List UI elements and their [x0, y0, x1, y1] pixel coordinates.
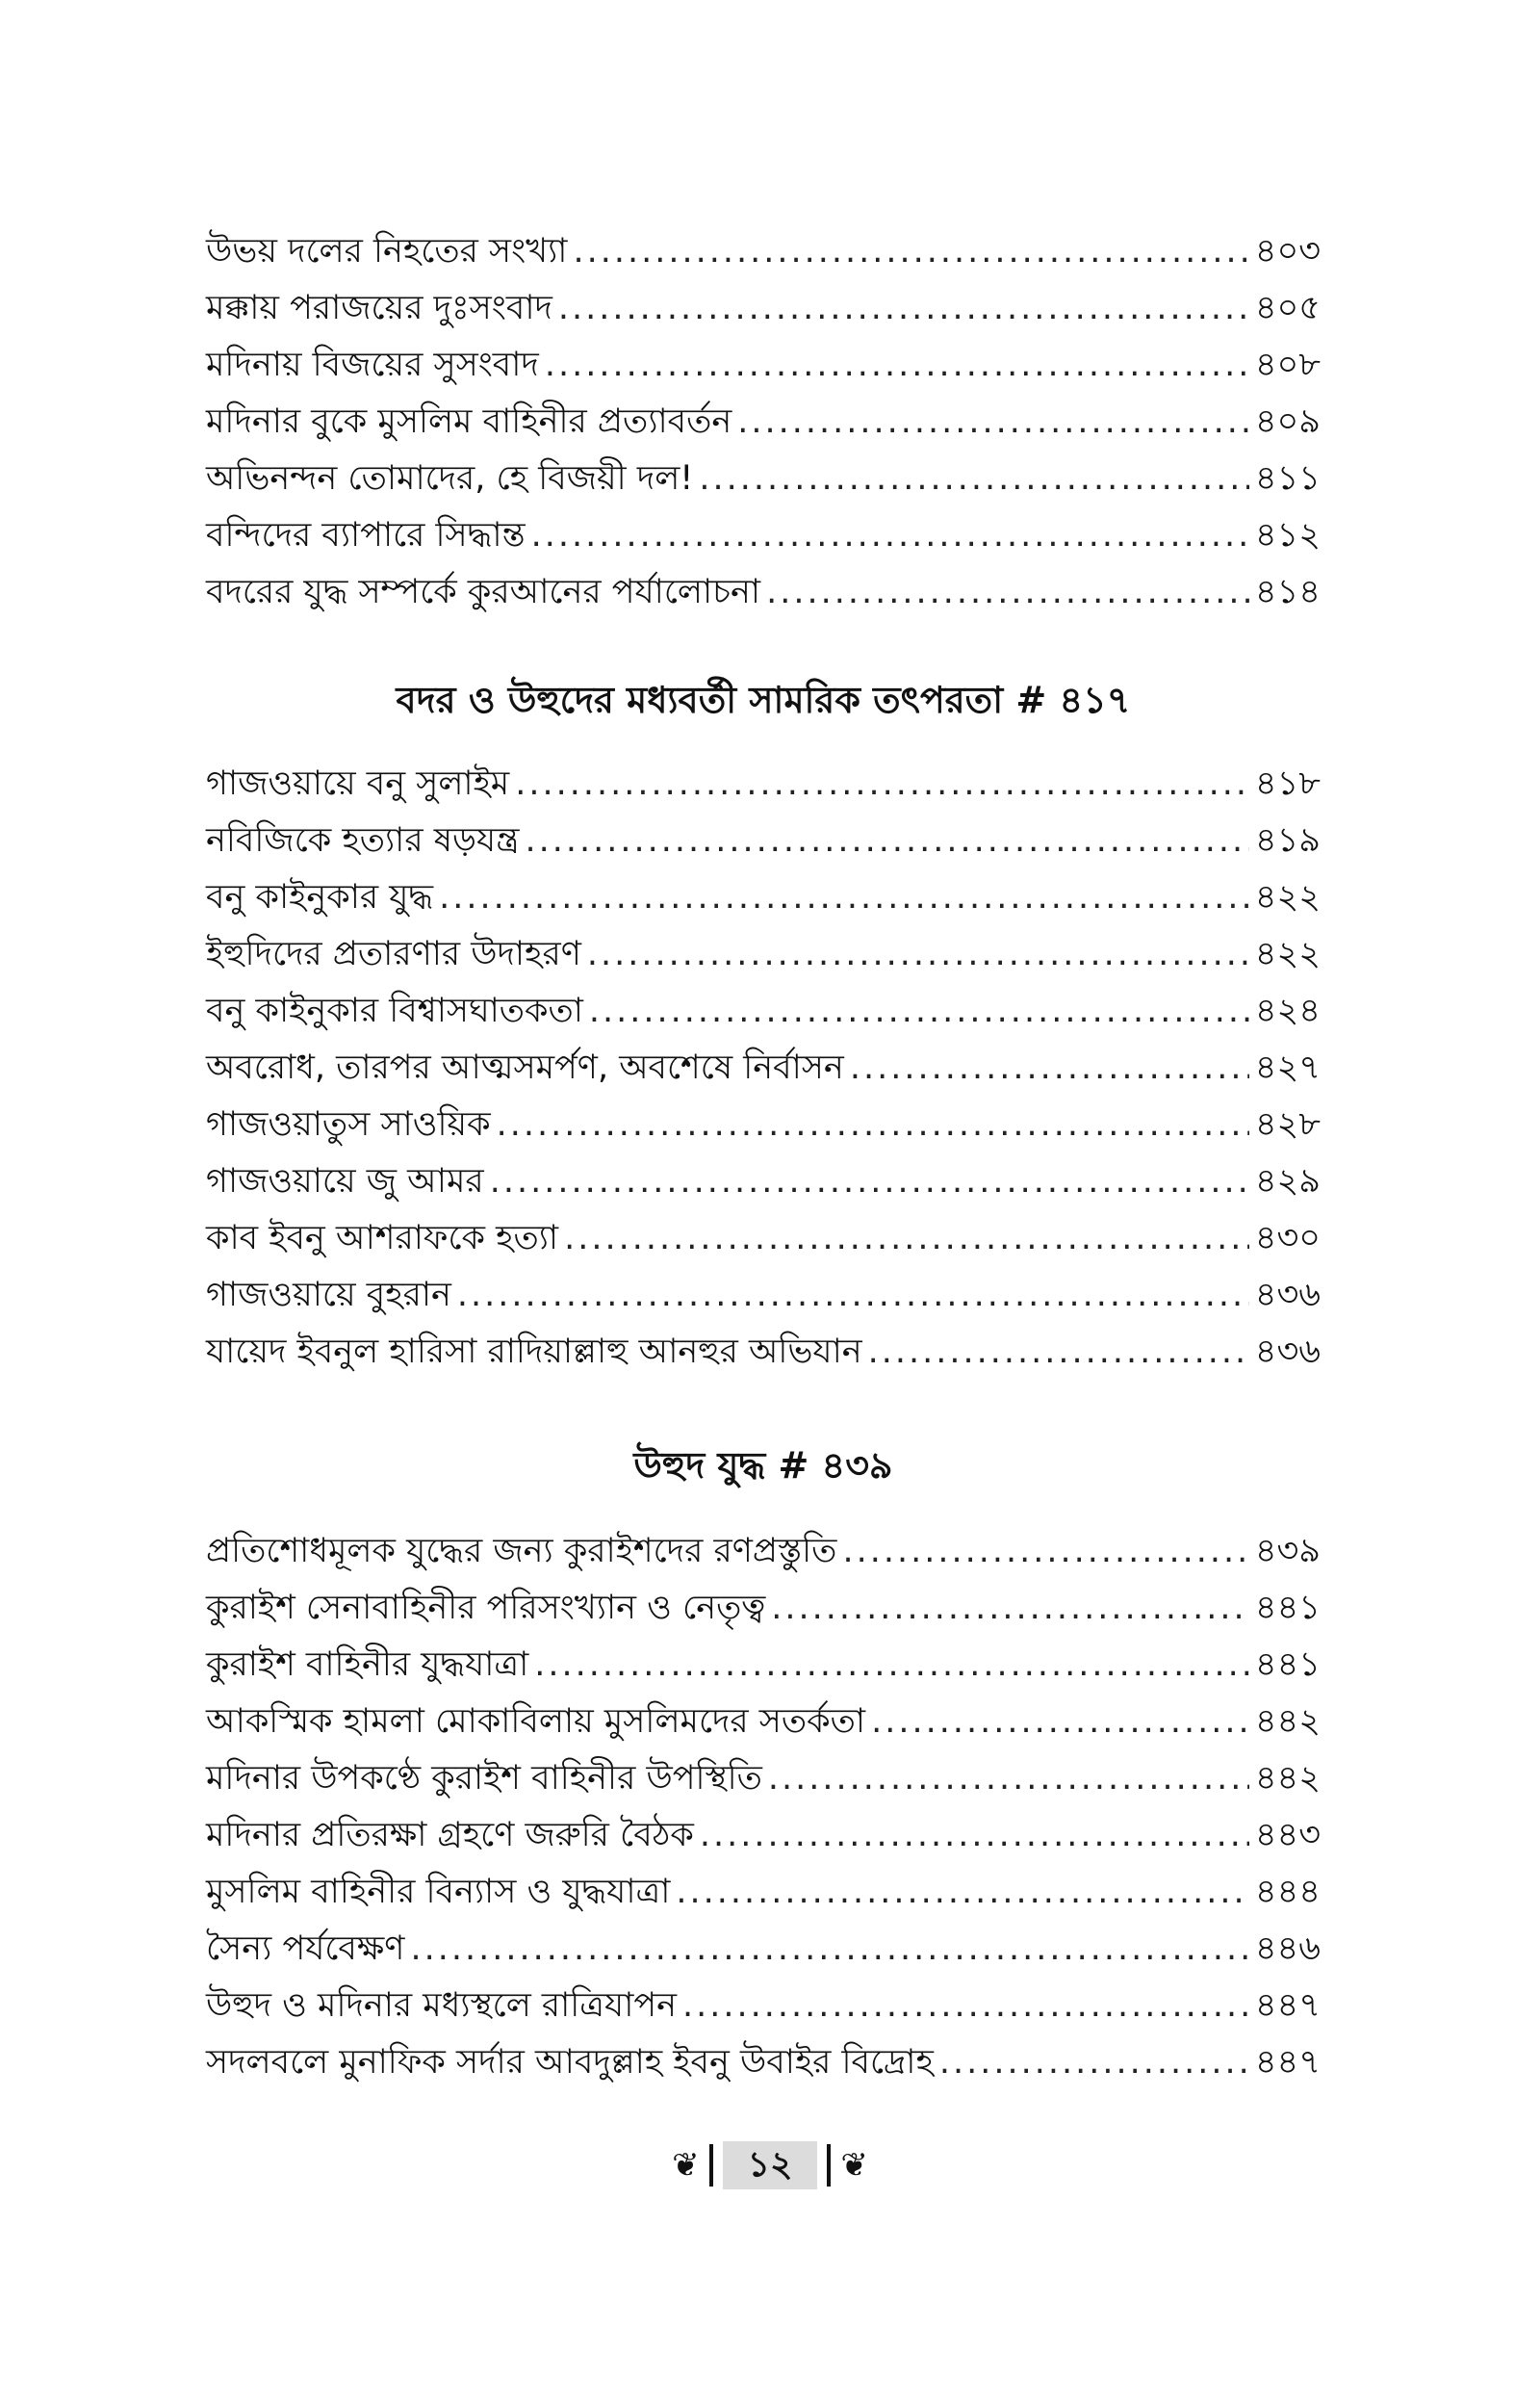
toc-entry: [206, 564, 1321, 621]
section-heading-interim-campaigns: বদর ও উহুদের মধ্যবর্তী সামরিক তৎপরতা # ৪১৭: [396, 679, 1131, 721]
toc-entry: [206, 507, 1321, 564]
toc-entry-title: মদিনায় বিজয়ের সুসংবাদ: [206, 346, 539, 384]
toc-entry-title: কুরাইশ বাহিনীর যুদ্ধযাত্রা: [206, 1645, 529, 1684]
section-heading-uhud: উহুদ যুদ্ধ # ৪৩৯: [633, 1444, 893, 1487]
toc-entry-page: ৪৪১: [1254, 1645, 1321, 1684]
toc-entry-title: বদরের যুদ্ধ সম্পর্কে কুরআনের পর্যালোচনা: [206, 573, 761, 611]
toc-entry: [206, 1040, 1321, 1097]
toc-entry-title: অবরোধ, তারপর আত্মসমর্পণ, অবশেষে নির্বাসন: [206, 1048, 844, 1087]
toc-entry-page: ৪৩০: [1254, 1219, 1321, 1257]
floral-ornament-icon: ❦: [672, 2146, 700, 2185]
toc-entry-title: গাজওয়াতুস সাওয়িক: [206, 1105, 491, 1144]
toc-entry-title: বন্দিদের ব্যাপারে সিদ্ধান্ত: [206, 516, 526, 555]
dot-leader: [842, 1523, 1248, 1580]
toc-entry: [206, 1523, 1321, 1580]
toc-entry: [206, 756, 1321, 813]
dot-leader: [545, 337, 1249, 394]
toc-entry: [206, 451, 1321, 507]
toc-entry-page: ৪১৮: [1254, 764, 1321, 803]
toc-entry-page: ৪০৯: [1254, 402, 1321, 441]
toc-entry-page: ৪২২: [1254, 878, 1321, 917]
dot-leader: [589, 983, 1249, 1040]
dot-leader: [573, 223, 1248, 280]
toc-entry-title: গাজওয়ায়ে জু আমর: [206, 1162, 484, 1201]
toc-entry-page: ৪০৮: [1254, 346, 1321, 384]
toc-entry: [206, 337, 1321, 394]
toc-entry-page: ৪১১: [1254, 459, 1321, 498]
dot-leader: [564, 1210, 1249, 1267]
toc-entry-page: ৪৪৭: [1254, 2043, 1321, 2082]
toc-entry: [206, 280, 1321, 337]
toc-entry: [206, 1750, 1321, 1807]
dot-leader: [871, 1694, 1249, 1750]
dot-leader: [587, 926, 1249, 983]
toc-entry: [206, 1864, 1321, 1921]
toc-entry: [206, 926, 1321, 983]
divider: [827, 2144, 831, 2187]
toc-entry-title: বনু কাইনুকার যুদ্ধ: [206, 878, 434, 917]
dot-leader: [410, 1921, 1248, 1978]
toc-entry-title: মদিনার উপকণ্ঠে কুরাইশ বাহিনীর উপস্থিতি: [206, 1759, 762, 1798]
dot-leader: [497, 1097, 1249, 1153]
floral-ornament-icon: ❦: [840, 2146, 868, 2185]
toc-entry-page: ৪৪৪: [1254, 1873, 1321, 1911]
toc-entry: [206, 869, 1321, 926]
dot-leader: [737, 394, 1249, 451]
toc-entry-page: ৪১৪: [1254, 573, 1321, 611]
toc-entry-page: ৪৪২: [1254, 1759, 1321, 1798]
toc-entry-title: মদিনার বুকে মুসলিম বাহিনীর প্রত্যাবর্তন: [206, 402, 732, 441]
dot-leader: [439, 869, 1249, 926]
dot-leader: [868, 1324, 1249, 1381]
toc-entry-page: ৪৪২: [1254, 1702, 1321, 1741]
toc-entry: [206, 813, 1321, 869]
toc-entry: [206, 394, 1321, 451]
toc-entry: [206, 1324, 1321, 1381]
page-number: ১২: [723, 2141, 818, 2189]
toc-entry-page: ৪০৫: [1254, 289, 1321, 327]
toc-entry-page: ৪২৭: [1254, 1048, 1321, 1087]
toc-entry-title: উভয় দলের নিহতের সংখ্যা: [206, 232, 568, 271]
toc-entry-page: ৪২৮: [1254, 1105, 1321, 1144]
toc-entry: [206, 983, 1321, 1040]
toc-entry: [206, 223, 1321, 280]
dot-leader: [768, 1750, 1249, 1807]
dot-leader: [534, 1637, 1249, 1694]
toc-section-2: [206, 756, 1321, 1381]
toc-section-1: [206, 223, 1321, 621]
toc-entry-title: প্রতিশোধমূলক যুদ্ধের জন্য কুরাইশদের রণপ্রস্তুতি: [206, 1532, 837, 1570]
page-number-block: [672, 2141, 868, 2189]
divider: [709, 2144, 713, 2187]
toc-entry-title: কাব ইবনু আশরাফকে হত্যা: [206, 1219, 559, 1257]
dot-leader: [850, 1040, 1249, 1097]
dot-leader: [490, 1153, 1249, 1210]
toc-entry-title: ইহুদিদের প্রতারণার উদাহরণ: [206, 935, 581, 973]
toc-entry-page: ৪৩৬: [1254, 1333, 1321, 1371]
toc-page: [206, 223, 1321, 2091]
toc-entry: [206, 1267, 1321, 1324]
toc-entry-page: ৪৩৬: [1254, 1276, 1321, 1314]
dot-leader: [558, 280, 1249, 337]
toc-entry-page: ৪০৩: [1254, 232, 1321, 271]
toc-entry-page: ৪১৯: [1254, 821, 1321, 860]
page-footer: [0, 2141, 1540, 2189]
toc-entry-title: সদলবলে মুনাফিক সর্দার আবদুল্লাহ ইবনু উবাইর বিদ্রোহ: [206, 2043, 934, 2082]
toc-entry-page: ৪৪৩: [1254, 1816, 1321, 1854]
toc-entry-title: যায়েদ ইবনুল হারিসা রাদিয়াল্লাহু আনহুর অভিযান: [206, 1333, 862, 1371]
toc-entry: [206, 1097, 1321, 1153]
dot-leader: [531, 507, 1249, 564]
toc-entry-page: ৪১২: [1254, 516, 1321, 555]
toc-entry-title: গাজওয়ায়ে বুহরান: [206, 1276, 451, 1314]
dot-leader: [676, 1864, 1249, 1921]
toc-entry: [206, 1921, 1321, 1978]
toc-entry-title: সৈন্য পর্যবেক্ষণ: [206, 1929, 405, 1968]
toc-entry-title: অভিনন্দন তোমাদের, হে বিজয়ী দল!: [206, 459, 694, 498]
dot-leader: [766, 564, 1249, 621]
toc-entry-title: কুরাইশ সেনাবাহিনীর পরিসংখ্যান ও নেতৃত্ব: [206, 1589, 766, 1627]
dot-leader: [457, 1267, 1249, 1324]
toc-entry: [206, 1694, 1321, 1750]
toc-entry-title: বনু কাইনুকার বিশ্বাসঘাতকতা: [206, 992, 583, 1030]
toc-entry: [206, 1637, 1321, 1694]
toc-entry-page: ৪২৯: [1254, 1162, 1321, 1201]
toc-entry: [206, 1807, 1321, 1864]
toc-entry-page: ৪৩৯: [1254, 1532, 1321, 1570]
toc-entry-title: উহুদ ও মদিনার মধ্যস্থলে রাত্রিযাপন: [206, 1986, 677, 2025]
toc-entry-title: মক্কায় পরাজয়ের দুঃসংবাদ: [206, 289, 552, 327]
dot-leader: [700, 1807, 1249, 1864]
toc-entry: [206, 1580, 1321, 1637]
toc-entry: [206, 1978, 1321, 2034]
dot-leader: [515, 756, 1249, 813]
toc-entry-page: ৪২২: [1254, 935, 1321, 973]
toc-entry-title: মদিনার প্রতিরক্ষা গ্রহণে জরুরি বৈঠক: [206, 1816, 694, 1854]
toc-entry-page: ৪২৪: [1254, 992, 1321, 1030]
toc-entry: [206, 1210, 1321, 1267]
toc-entry-page: ৪৪৭: [1254, 1986, 1321, 2025]
toc-entry-title: গাজওয়ায়ে বনু সুলাইম: [206, 764, 510, 803]
toc-section-3: [206, 1523, 1321, 2091]
toc-entry: [206, 1153, 1321, 1210]
toc-entry-title: নবিজিকে হত্যার ষড়যন্ত্র: [206, 821, 520, 860]
dot-leader: [525, 813, 1248, 869]
toc-entry-title: আকস্মিক হামলা মোকাবিলায় মুসলিমদের সতর্কতা: [206, 1702, 866, 1741]
dot-leader: [771, 1580, 1249, 1637]
toc-entry-page: ৪৪৬: [1254, 1929, 1321, 1968]
dot-leader: [682, 1978, 1249, 2034]
dot-leader: [699, 451, 1249, 507]
dot-leader: [939, 2034, 1249, 2091]
toc-entry-page: ৪৪১: [1254, 1589, 1321, 1627]
toc-entry-title: মুসলিম বাহিনীর বিন্যাস ও যুদ্ধযাত্রা: [206, 1873, 671, 1911]
toc-entry: [206, 2034, 1321, 2091]
